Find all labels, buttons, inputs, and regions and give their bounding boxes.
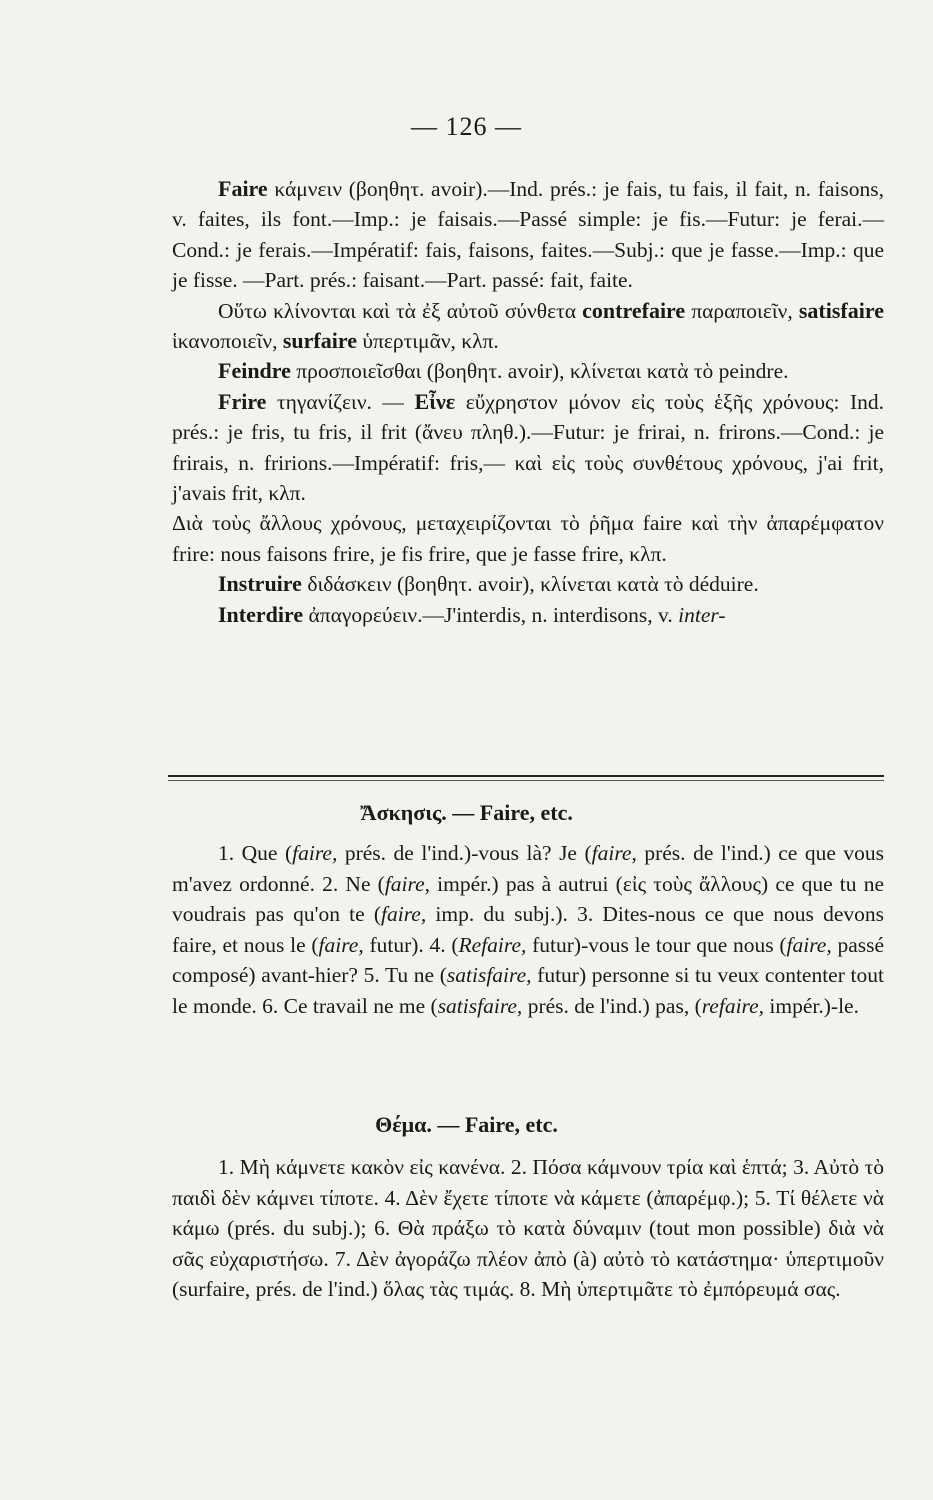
headword-feindre: Feindre: [218, 358, 291, 384]
composes-t3: ὑπερτιμᾶν, κλπ.: [356, 329, 499, 354]
feindre-text: προσποιεῖσθαι (βοηθητ. avoir), κλίνεται κατὰ τὸ peindre.: [290, 359, 789, 384]
composes-entry: [172, 296, 884, 357]
instruire-entry: [172, 569, 884, 599]
interdire-entry: [172, 600, 884, 630]
headword-faire: Faire: [218, 176, 268, 201]
frire-bold-word: Εἶνε: [414, 388, 456, 414]
headword-interdire: Interdire: [218, 601, 304, 627]
exercise-section: [172, 838, 884, 1022]
interdire-text: ἀπαγορεύειν.—J'interdis, n. interdisons, v.: [303, 602, 679, 627]
frire-text1: τηγανίζειν. —: [266, 389, 415, 414]
instruire-text: διδάσκειν (βοηθητ. avoir), κλίνεται κατὰ τὸ déduire.: [301, 572, 759, 597]
interdire-tail: inter-: [678, 602, 726, 627]
divider-rule: [168, 775, 884, 777]
divider-rule-thin: [168, 780, 884, 781]
headword-contrefaire: contrefaire: [582, 297, 686, 323]
headword-instruire: Instruire: [218, 571, 302, 597]
exercise-heading: Ἄσκησις. — Faire, etc.: [360, 800, 573, 825]
headword-surfaire: surfaire: [282, 328, 357, 354]
feindre-entry: [172, 356, 884, 386]
composes-t1: παραποιεῖν,: [685, 298, 799, 323]
composes-t2: ἱκανοποιεῖν,: [172, 329, 283, 354]
faire-text: κάμνειν (βοηθητ. avoir).—Ind. prés.: je fais, tu fais, il fait, n. faisons, v. faites, ils font.—Imp.: je faisais.—Passé simple: je fis.—Futur: je ferai.—Cond.: je ferais.—Impératif: fais, faisons, faites.—Subj.: que je fasse.—Imp.: que je fisse. —Part. prés.: faisant.—Part. passé: fait, faite.: [172, 177, 884, 293]
dia-paragraph: Διὰ τοὺς ἄλλους χρόνους, μεταχειρίζονται τὸ ῥῆμα faire καὶ τὴν ἀπαρέμφατον frire: nous faisons frire, je fis frire, que je fasse frire, κλπ.: [172, 511, 884, 566]
theme-section: [172, 1152, 884, 1305]
verb-conjugation-block: [172, 174, 884, 630]
exercise-text: 1. Que (faire, prés. de l'ind.)-vous là? Je (faire, prés. de l'ind.) ce que vous m'avez ordonné. 2. Ne (faire, impér.) pas à autrui (εἰς τοὺς ἄλλους) ce que tu ne voudrais pas qu'on te (faire, imp. du subj.). 3. Dites-nous ce que nous devons faire, et nous le (faire, futur). 4. (Refaire, futur)-vous le tour que nous (faire, passé composé) avant-hier? 5. Tu ne (satisfaire, futur) personne si tu veux contenter tout le monde. 6. Ce travail ne me (satisfaire, prés. de l'ind.) pas, (refaire, impér.)-le.: [172, 841, 885, 1018]
composes-lead: Οὕτω κλίνονται καὶ τὰ ἐξ αὐτοῦ σύνθετα: [218, 298, 583, 323]
faire-entry: [172, 174, 884, 296]
page-number: — 126 —: [411, 112, 522, 141]
frire-entry: [172, 387, 884, 509]
headword-satisfaire: satisfaire: [798, 297, 884, 323]
frire-text2: εὔχρηστον μόνον εἰς τοὺς ἑξῆς χρόνους: Ind. prés.: je fris, tu fris, il frit (ἄνευ πληθ.).—Futur: je frirai, n. frirons.—Cond.: je frirais, n. fririons.—Impératif: fris,— καὶ εἰς τοὺς συνθέτους χρόνους, j'ai frit, j'avais frit, κλπ.: [172, 389, 885, 506]
theme-text: 1. Μὴ κάμνετε κακὸν εἰς κανένα. 2. Πόσα κάμνουν τρία καὶ ἑπτά; 3. Αὐτὸ τὸ παιδὶ δὲν κάμνει τίποτε. 4. Δὲν ἔχετε τίποτε νὰ κάμετε (ἀπαρέμφ.); 5. Τί θέλετε νὰ κάμω (prés. du subj.); 6. Θὰ πράξω τὸ κατὰ δύναμιν (tout mon possible) διὰ νὰ σᾶς εὐχαριστήσω. 7. Δὲν ἀγοράζω πλέον ἀπὸ (à) αὐτὸ τὸ κατάστημα· ὑπερτιμοῦν (surfaire, prés. de l'ind.) ὅλας τὰς τιμάς. 8. Μὴ ὑπερτιμᾶτε τὸ ἐμπόρευμά σας.: [172, 1155, 884, 1302]
theme-heading: Θέμα. — Faire, etc.: [375, 1112, 558, 1137]
headword-frire: Frire: [218, 388, 267, 414]
